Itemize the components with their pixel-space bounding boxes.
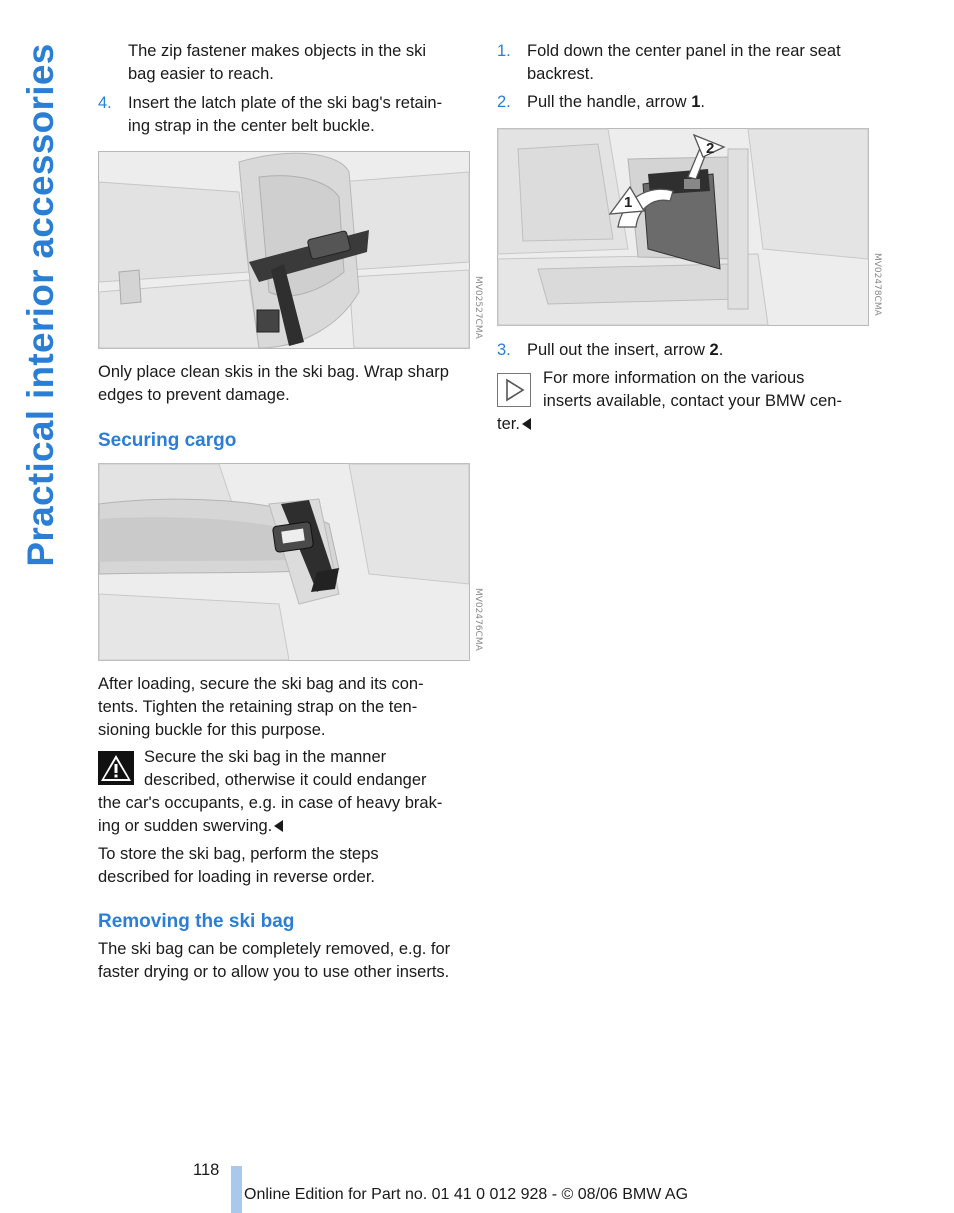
- step-text: [527, 91, 705, 114]
- step-text-line-2: backrest.: [527, 65, 594, 83]
- step-number: 1.: [497, 42, 511, 60]
- end-mark-icon: [522, 418, 531, 430]
- warning-triangle-icon: [98, 751, 134, 785]
- figure-securing-cargo: [98, 463, 483, 661]
- para-removed-line-1: The ski bag can be completely removed, e.g. for: [98, 940, 451, 958]
- intro-line-1: The zip fastener makes objects in the ski: [128, 42, 427, 60]
- intro-line-2: bag easier to reach.: [128, 65, 274, 83]
- figure-ski-bag-buckle: [98, 151, 483, 349]
- note-line-3-text: ter.: [497, 415, 520, 433]
- page-number: 118: [193, 1161, 220, 1179]
- play-triangle-icon: [497, 373, 531, 407]
- para-loading-line-3: sioning buckle for this purpose.: [98, 721, 326, 739]
- heading-securing-cargo: Securing cargo: [98, 430, 237, 451]
- figure-code: MV02476CMA: [473, 588, 483, 651]
- step-number: 2.: [497, 93, 511, 111]
- warning-line-4-text: ing or sudden swerving.: [98, 817, 273, 835]
- warning-line-4: [98, 815, 283, 838]
- step-text-suffix: .: [718, 341, 724, 359]
- step-text-prefix: Pull the handle, arrow: [527, 93, 692, 111]
- step-text: [527, 339, 723, 362]
- side-title: [20, 40, 62, 570]
- note-line-2: inserts available, contact your BMW cen-: [543, 392, 842, 410]
- step-text-bold: 1: [691, 93, 701, 111]
- warning-line-3: the car's occupants, e.g. in case of heavy brak-: [98, 794, 443, 812]
- step-text-suffix: .: [700, 93, 705, 111]
- step-text-prefix: Pull out the insert, arrow: [527, 341, 710, 359]
- side-title-text: Practical interior accessories: [20, 43, 61, 567]
- step-text-bold: 2: [709, 341, 719, 359]
- para-store-line-2: described for loading in reverse order.: [98, 868, 375, 886]
- para-clean-line-1: Only place clean skis in the ski bag. Wrap sharp: [98, 363, 449, 381]
- illustration-center-panel: [498, 129, 868, 325]
- illustration-ski-bag-buckle: [99, 152, 469, 348]
- note-line-3: [497, 413, 531, 436]
- para-loading-line-1: After loading, secure the ski bag and its con-: [98, 675, 424, 693]
- heading-removing-ski-bag: Removing the ski bag: [98, 911, 295, 932]
- para-clean-line-2: edges to prevent damage.: [98, 386, 290, 404]
- step-number: 4.: [98, 94, 112, 112]
- arrow-label-2: 2: [706, 140, 715, 157]
- step-text-line-1: Insert the latch plate of the ski bag's retain-: [128, 94, 443, 112]
- figure-code: MV02478CMA: [872, 253, 882, 316]
- figure-center-panel: [497, 128, 882, 326]
- para-removed-line-2: faster drying or to allow you to use other inserts.: [98, 963, 450, 981]
- footer-text: Online Edition for Part no. 01 41 0 012 928 - © 08/06 BMW AG: [244, 1186, 689, 1203]
- para-loading-line-2: tents. Tighten the retaining strap on the ten-: [98, 698, 418, 716]
- step-number: 3.: [497, 341, 511, 359]
- figure-code: MV02527CMA: [473, 276, 483, 339]
- note-line-1: For more information on the various: [543, 369, 805, 387]
- arrow-label-1: 1: [624, 194, 633, 211]
- step-text-line-2: ing strap in the center belt buckle.: [128, 117, 375, 135]
- warning-line-1: Secure the ski bag in the manner: [144, 748, 387, 766]
- warning-line-2: described, otherwise it could endanger: [144, 771, 427, 789]
- footer-bar: [231, 1166, 242, 1213]
- para-store-line-1: To store the ski bag, perform the steps: [98, 845, 379, 863]
- step-text-line-1: Fold down the center panel in the rear seat: [527, 42, 841, 60]
- illustration-tensioning-buckle: [99, 464, 469, 660]
- end-mark-icon: [274, 820, 283, 832]
